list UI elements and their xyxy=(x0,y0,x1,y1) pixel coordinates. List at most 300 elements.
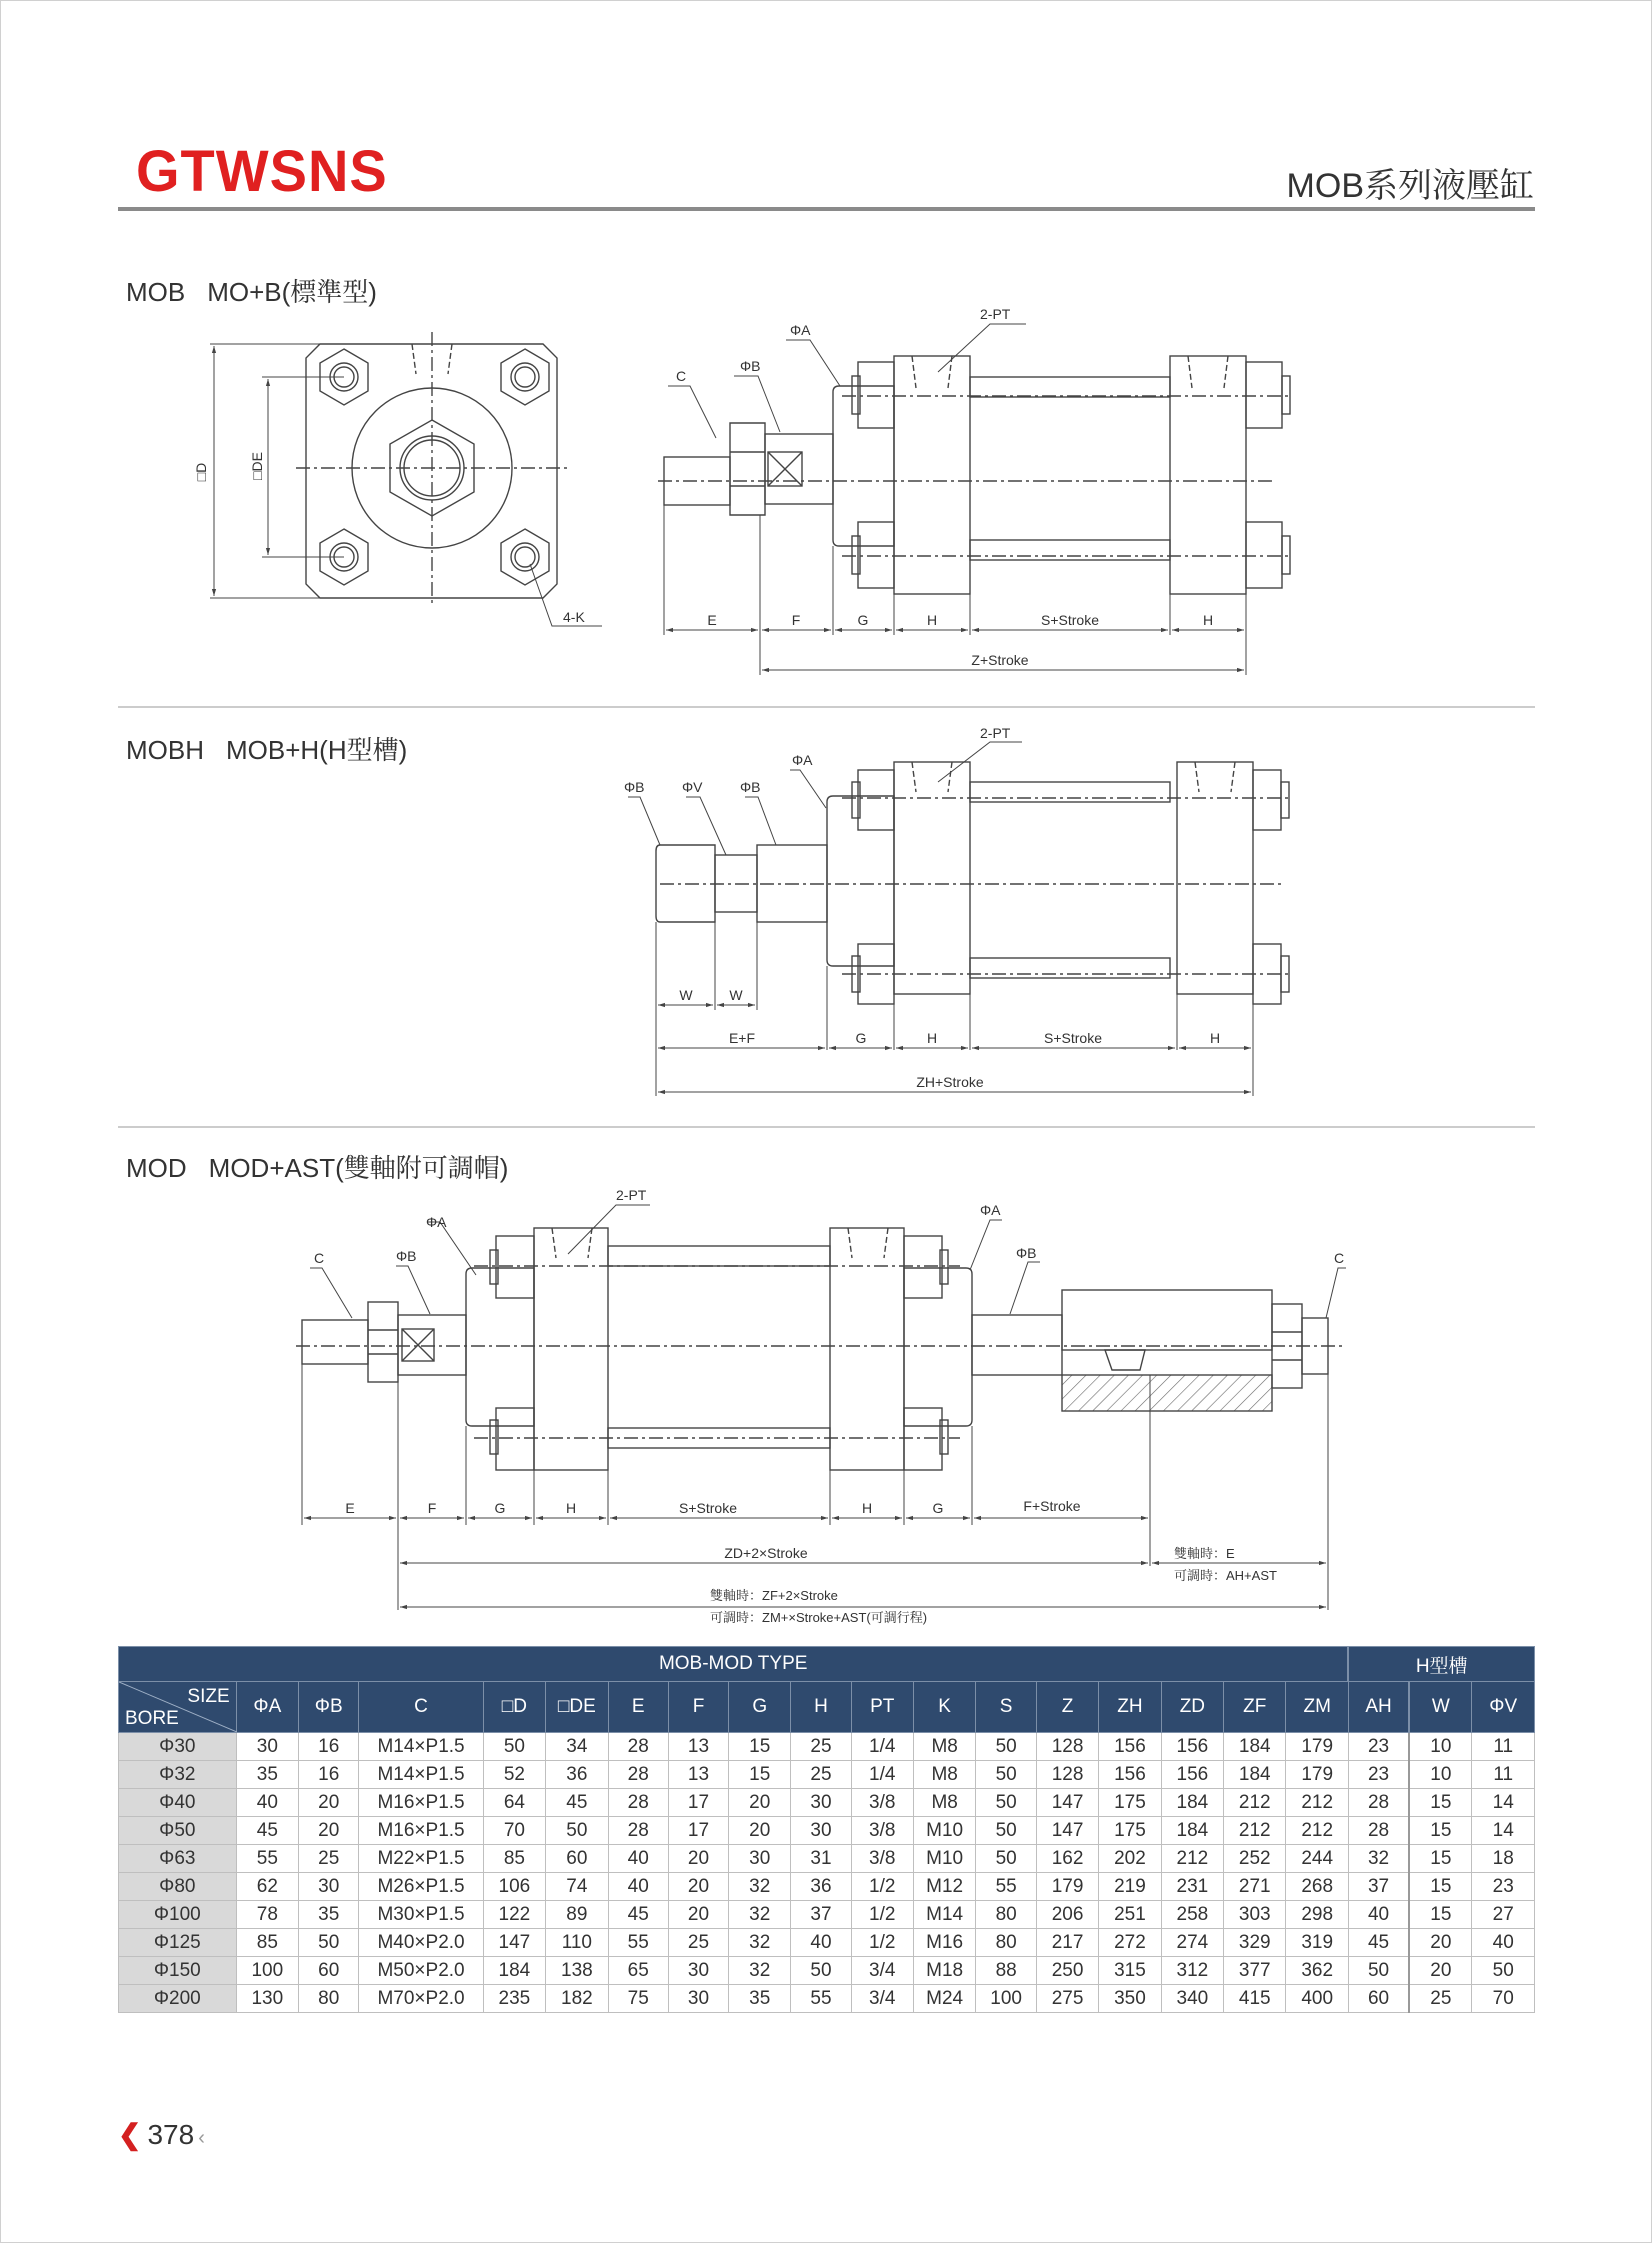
bolt-hex xyxy=(320,349,549,585)
value-cell: 25 xyxy=(1409,1985,1472,2013)
value-cell: 88 xyxy=(976,1957,1036,1985)
value-cell: 15 xyxy=(729,1733,791,1761)
value-cell: 184 xyxy=(1224,1761,1286,1789)
value-cell: 55 xyxy=(608,1929,668,1957)
column-header: H xyxy=(791,1682,851,1733)
value-cell: 212 xyxy=(1286,1817,1348,1845)
value-cell: M14×P1.5 xyxy=(359,1761,483,1789)
value-cell: 100 xyxy=(976,1985,1036,2013)
value-cell: M30×P1.5 xyxy=(359,1901,483,1929)
value-cell: 182 xyxy=(546,1985,609,2013)
dim-zd-stroke: ZD+2×Stroke xyxy=(724,1545,808,1561)
value-cell: 20 xyxy=(299,1789,359,1817)
value-cell: 52 xyxy=(483,1761,545,1789)
chevron-left-icon: ❮ xyxy=(118,2119,142,2150)
column-header: C xyxy=(359,1682,483,1733)
dim-h: H xyxy=(1202,612,1214,628)
value-cell: 40 xyxy=(608,1873,668,1901)
value-cell: 3/8 xyxy=(851,1789,913,1817)
value-cell: 147 xyxy=(1036,1817,1098,1845)
label-de: □DE xyxy=(249,452,265,480)
dim-w: W xyxy=(729,987,743,1003)
value-cell: 37 xyxy=(1348,1873,1409,1901)
value-cell: 80 xyxy=(299,1985,359,2013)
value-cell: 23 xyxy=(1348,1733,1409,1761)
column-header: □DE xyxy=(546,1682,609,1733)
section-name: MOD+AST(雙軸附可調帽) xyxy=(208,1153,509,1183)
value-cell: 217 xyxy=(1036,1929,1098,1957)
value-cell: 15 xyxy=(729,1761,791,1789)
value-cell: 20 xyxy=(668,1845,728,1873)
bore-cell: Φ32 xyxy=(119,1761,237,1789)
bore-cell: Φ150 xyxy=(119,1957,237,1985)
value-cell: 28 xyxy=(1348,1817,1409,1845)
value-cell: 45 xyxy=(608,1901,668,1929)
bore-cell: Φ63 xyxy=(119,1845,237,1873)
dim-s-stroke: S+Stroke xyxy=(1044,1030,1102,1046)
value-cell: 50 xyxy=(976,1761,1036,1789)
value-cell: 274 xyxy=(1161,1929,1223,1957)
table-row xyxy=(119,1985,1535,2013)
value-cell: 3/4 xyxy=(851,1957,913,1985)
column-header: ZF xyxy=(1224,1682,1286,1733)
value-cell: 30 xyxy=(668,1957,728,1985)
dim-f: F xyxy=(791,612,801,628)
value-cell: 1/2 xyxy=(851,1901,913,1929)
value-cell: 147 xyxy=(1036,1789,1098,1817)
mobh-side-view xyxy=(628,742,1292,1096)
label-c: C xyxy=(676,368,687,384)
value-cell: 179 xyxy=(1286,1761,1348,1789)
dim-e: E xyxy=(707,612,717,628)
value-cell: 106 xyxy=(483,1873,545,1901)
value-cell: 251 xyxy=(1099,1901,1161,1929)
value-cell: 202 xyxy=(1099,1845,1161,1873)
value-cell: 212 xyxy=(1286,1789,1348,1817)
value-cell: M16×P1.5 xyxy=(359,1817,483,1845)
group-header-main: MOB-MOD TYPE xyxy=(119,1647,1349,1682)
value-cell: M70×P2.0 xyxy=(359,1985,483,2013)
value-cell: 30 xyxy=(299,1873,359,1901)
dim-e-f: E+F xyxy=(728,1030,756,1046)
value-cell: 212 xyxy=(1161,1845,1223,1873)
column-header: ZM xyxy=(1286,1682,1348,1733)
value-cell: 23 xyxy=(1472,1873,1535,1901)
bore-cell: Φ80 xyxy=(119,1873,237,1901)
label-c: C xyxy=(1334,1250,1345,1266)
dim-f: F xyxy=(427,1500,437,1516)
value-cell: 28 xyxy=(608,1817,668,1845)
value-cell: 37 xyxy=(791,1901,851,1929)
value-cell: 156 xyxy=(1161,1733,1223,1761)
value-cell: 156 xyxy=(1099,1761,1161,1789)
value-cell: 415 xyxy=(1224,1985,1286,2013)
value-cell: M40×P2.0 xyxy=(359,1929,483,1957)
value-cell: 15 xyxy=(1409,1873,1472,1901)
value-cell: 70 xyxy=(483,1817,545,1845)
value-cell: 75 xyxy=(608,1985,668,2013)
value-cell: 258 xyxy=(1161,1901,1223,1929)
value-cell: 25 xyxy=(299,1845,359,1873)
value-cell: 130 xyxy=(236,1985,298,2013)
value-cell: 17 xyxy=(668,1789,728,1817)
value-cell: 25 xyxy=(791,1761,851,1789)
value-cell: 3/8 xyxy=(851,1817,913,1845)
value-cell: 40 xyxy=(791,1929,851,1957)
label-phi-b: ΦB xyxy=(624,779,645,795)
value-cell: 40 xyxy=(236,1789,298,1817)
value-cell: 184 xyxy=(1161,1817,1223,1845)
table-row xyxy=(119,1761,1535,1789)
value-cell: 13 xyxy=(668,1761,728,1789)
value-cell: M14×P1.5 xyxy=(359,1733,483,1761)
value-cell: 20 xyxy=(299,1817,359,1845)
value-cell: 212 xyxy=(1224,1789,1286,1817)
group-header-h: H型槽 xyxy=(1348,1647,1534,1682)
value-cell: 32 xyxy=(729,1901,791,1929)
value-cell: M18 xyxy=(913,1957,976,1985)
value-cell: 184 xyxy=(483,1957,545,1985)
dim-g: G xyxy=(857,612,869,628)
value-cell: 362 xyxy=(1286,1957,1348,1985)
label-4k: 4-K xyxy=(563,609,585,625)
column-header: F xyxy=(668,1682,728,1733)
bore-cell: Φ200 xyxy=(119,1985,237,2013)
label-phi-b: ΦB xyxy=(740,358,761,374)
value-cell: 179 xyxy=(1036,1873,1098,1901)
value-cell: 3/4 xyxy=(851,1985,913,2013)
value-cell: 45 xyxy=(546,1789,609,1817)
value-cell: 78 xyxy=(236,1901,298,1929)
value-cell: 10 xyxy=(1409,1733,1472,1761)
value-cell: 3/8 xyxy=(851,1845,913,1873)
value-cell: 312 xyxy=(1161,1957,1223,1985)
mob-side-view xyxy=(658,324,1290,675)
value-cell: 235 xyxy=(483,1985,545,2013)
value-cell: 28 xyxy=(608,1761,668,1789)
value-cell: 15 xyxy=(1409,1845,1472,1873)
column-header: ZD xyxy=(1161,1682,1223,1733)
label-phi-b: ΦB xyxy=(396,1248,417,1264)
table-row xyxy=(119,1845,1535,1873)
bore-cell: Φ50 xyxy=(119,1817,237,1845)
value-cell: 20 xyxy=(668,1873,728,1901)
value-cell: 15 xyxy=(1409,1817,1472,1845)
value-cell: 13 xyxy=(668,1733,728,1761)
value-cell: 60 xyxy=(1348,1985,1409,2013)
table-row xyxy=(119,1957,1535,1985)
value-cell: 20 xyxy=(729,1789,791,1817)
value-cell: 50 xyxy=(976,1789,1036,1817)
value-cell: 40 xyxy=(1472,1929,1535,1957)
column-header: ZH xyxy=(1099,1682,1161,1733)
value-cell: 35 xyxy=(236,1761,298,1789)
value-cell: 50 xyxy=(976,1817,1036,1845)
column-header: ΦA xyxy=(236,1682,298,1733)
value-cell: M10 xyxy=(913,1845,976,1873)
value-cell: 34 xyxy=(546,1733,609,1761)
value-cell: 16 xyxy=(299,1761,359,1789)
section-code: MOD xyxy=(126,1153,187,1183)
value-cell: 252 xyxy=(1224,1845,1286,1873)
dim-h: H xyxy=(1209,1030,1221,1046)
value-cell: 64 xyxy=(483,1789,545,1817)
value-cell: 219 xyxy=(1099,1873,1161,1901)
value-cell: M14 xyxy=(913,1901,976,1929)
value-cell: M26×P1.5 xyxy=(359,1873,483,1901)
value-cell: 319 xyxy=(1286,1929,1348,1957)
value-cell: 27 xyxy=(1472,1901,1535,1929)
value-cell: 340 xyxy=(1161,1985,1223,2013)
value-cell: 17 xyxy=(668,1817,728,1845)
value-cell: 32 xyxy=(1348,1845,1409,1873)
value-cell: 25 xyxy=(668,1929,728,1957)
value-cell: 45 xyxy=(1348,1929,1409,1957)
value-cell: 60 xyxy=(546,1845,609,1873)
value-cell: 30 xyxy=(729,1845,791,1873)
label-phi-b: ΦB xyxy=(1016,1245,1037,1261)
table-body xyxy=(119,1733,1535,2013)
dim-g: G xyxy=(494,1500,506,1516)
label-2pt: 2-PT xyxy=(980,725,1011,741)
value-cell: M10 xyxy=(913,1817,976,1845)
dim-f-stroke: F+Stroke xyxy=(1023,1498,1081,1514)
value-cell: 80 xyxy=(976,1929,1036,1957)
column-header: S xyxy=(976,1682,1036,1733)
value-cell: 23 xyxy=(1348,1761,1409,1789)
value-cell: 25 xyxy=(791,1733,851,1761)
value-cell: M16×P1.5 xyxy=(359,1789,483,1817)
value-cell: 36 xyxy=(791,1873,851,1901)
value-cell: M8 xyxy=(913,1789,976,1817)
value-cell: 55 xyxy=(236,1845,298,1873)
dim-g: G xyxy=(855,1030,867,1046)
value-cell: 30 xyxy=(791,1789,851,1817)
value-cell: 271 xyxy=(1224,1873,1286,1901)
value-cell: 32 xyxy=(729,1929,791,1957)
value-cell: 62 xyxy=(236,1873,298,1901)
dim-g: G xyxy=(932,1500,944,1516)
column-header: Z xyxy=(1036,1682,1098,1733)
table-row xyxy=(119,1901,1535,1929)
corner-bore: BORE xyxy=(125,1708,179,1729)
section-code: MOBH xyxy=(126,735,204,765)
value-cell: 30 xyxy=(791,1817,851,1845)
value-cell: 31 xyxy=(791,1845,851,1873)
value-cell: 250 xyxy=(1036,1957,1098,1985)
label-phi-a: ΦA xyxy=(790,322,811,338)
chevron-small-icon: ‹ xyxy=(198,2127,205,2149)
value-cell: M12 xyxy=(913,1873,976,1901)
value-cell: M24 xyxy=(913,1985,976,2013)
table-row xyxy=(119,1817,1535,1845)
value-cell: 315 xyxy=(1099,1957,1161,1985)
dim-z-stroke: Z+Stroke xyxy=(971,652,1029,668)
value-cell: 11 xyxy=(1472,1733,1535,1761)
label-phi-b: ΦB xyxy=(740,779,761,795)
column-header: E xyxy=(608,1682,668,1733)
value-cell: 60 xyxy=(299,1957,359,1985)
value-cell: 20 xyxy=(1409,1929,1472,1957)
value-cell: 329 xyxy=(1224,1929,1286,1957)
value-cell: 272 xyxy=(1099,1929,1161,1957)
value-cell: 85 xyxy=(236,1929,298,1957)
value-cell: 15 xyxy=(1409,1789,1472,1817)
column-header: W xyxy=(1409,1682,1472,1733)
value-cell: 14 xyxy=(1472,1789,1535,1817)
brand-logo: GTWSNS xyxy=(136,137,388,204)
label-2pt: 2-PT xyxy=(980,306,1011,322)
page-number xyxy=(118,2118,205,2151)
value-cell: 50 xyxy=(1348,1957,1409,1985)
value-cell: 156 xyxy=(1099,1733,1161,1761)
dim-bottom-adjustable: 可調時：ZM+×Stroke+AST(可調行程) xyxy=(710,1610,928,1625)
dim-bottom-double-shaft: 雙軸時：ZF+2×Stroke xyxy=(710,1588,838,1603)
value-cell: 11 xyxy=(1472,1761,1535,1789)
value-cell: 10 xyxy=(1409,1761,1472,1789)
value-cell: 32 xyxy=(729,1873,791,1901)
value-cell: 206 xyxy=(1036,1901,1098,1929)
value-cell: 20 xyxy=(668,1901,728,1929)
value-cell: 156 xyxy=(1161,1761,1223,1789)
value-cell: 100 xyxy=(236,1957,298,1985)
value-cell: 35 xyxy=(299,1901,359,1929)
value-cell: 40 xyxy=(608,1845,668,1873)
value-cell: 55 xyxy=(791,1985,851,2013)
dim-h: H xyxy=(926,612,938,628)
value-cell: M50×P2.0 xyxy=(359,1957,483,1985)
value-cell: 15 xyxy=(1409,1901,1472,1929)
value-cell: 35 xyxy=(729,1985,791,2013)
page-number-value: 378 xyxy=(147,2119,195,2150)
value-cell: 45 xyxy=(236,1817,298,1845)
table-row xyxy=(119,1929,1535,1957)
column-header: ΦV xyxy=(1472,1682,1535,1733)
value-cell: 179 xyxy=(1286,1733,1348,1761)
value-cell: 80 xyxy=(976,1901,1036,1929)
value-cell: 1/2 xyxy=(851,1873,913,1901)
series-title: MOB系列液壓缸 xyxy=(1286,167,1534,205)
value-cell: 212 xyxy=(1224,1817,1286,1845)
dim-h: H xyxy=(926,1030,938,1046)
value-cell: 28 xyxy=(608,1789,668,1817)
column-header: ΦB xyxy=(299,1682,359,1733)
value-cell: 18 xyxy=(1472,1845,1535,1873)
value-cell: 184 xyxy=(1224,1733,1286,1761)
corner-header xyxy=(119,1682,237,1733)
table-row xyxy=(119,1873,1535,1901)
label-2pt: 2-PT xyxy=(616,1187,647,1203)
column-header: PT xyxy=(851,1682,913,1733)
value-cell: 50 xyxy=(483,1733,545,1761)
value-cell: 400 xyxy=(1286,1985,1348,2013)
value-cell: 55 xyxy=(976,1873,1036,1901)
value-cell: 175 xyxy=(1099,1817,1161,1845)
value-cell: 184 xyxy=(1161,1789,1223,1817)
value-cell: 50 xyxy=(1472,1957,1535,1985)
value-cell: 36 xyxy=(546,1761,609,1789)
value-cell: 40 xyxy=(1348,1901,1409,1929)
dim-right-adjustable: 可調時：AH+AST xyxy=(1174,1568,1277,1583)
table-row xyxy=(119,1789,1535,1817)
mob-front-view xyxy=(210,332,602,626)
spec-table xyxy=(118,1646,1535,2013)
value-cell: 122 xyxy=(483,1901,545,1929)
value-cell: 70 xyxy=(1472,1985,1535,2013)
value-cell: 1/4 xyxy=(851,1761,913,1789)
value-cell: 162 xyxy=(1036,1845,1098,1873)
value-cell: 275 xyxy=(1036,1985,1098,2013)
bore-cell: Φ40 xyxy=(119,1789,237,1817)
value-cell: 50 xyxy=(976,1733,1036,1761)
value-cell: 32 xyxy=(729,1957,791,1985)
value-cell: 20 xyxy=(729,1817,791,1845)
value-cell: 350 xyxy=(1099,1985,1161,2013)
column-header: AH xyxy=(1348,1682,1409,1733)
value-cell: 175 xyxy=(1099,1789,1161,1817)
label-d: □D xyxy=(193,462,209,482)
label-phi-a: ΦA xyxy=(792,752,813,768)
value-cell: 20 xyxy=(1409,1957,1472,1985)
value-cell: 50 xyxy=(299,1929,359,1957)
value-cell: 298 xyxy=(1286,1901,1348,1929)
dim-h: H xyxy=(565,1500,577,1516)
value-cell: 377 xyxy=(1224,1957,1286,1985)
value-cell: 85 xyxy=(483,1845,545,1873)
value-cell: 16 xyxy=(299,1733,359,1761)
value-cell: 231 xyxy=(1161,1873,1223,1901)
value-cell: 50 xyxy=(546,1817,609,1845)
value-cell: M8 xyxy=(913,1733,976,1761)
label-phi-a: ΦA xyxy=(426,1214,447,1230)
dim-e: E xyxy=(345,1500,355,1516)
value-cell: 28 xyxy=(608,1733,668,1761)
dim-zh-stroke: ZH+Stroke xyxy=(916,1074,984,1090)
value-cell: 128 xyxy=(1036,1761,1098,1789)
column-header: K xyxy=(913,1682,976,1733)
dim-w: W xyxy=(679,987,693,1003)
value-cell: 268 xyxy=(1286,1873,1348,1901)
value-cell: M8 xyxy=(913,1761,976,1789)
label-c: C xyxy=(314,1250,325,1266)
value-cell: 110 xyxy=(546,1929,609,1957)
value-cell: 244 xyxy=(1286,1845,1348,1873)
value-cell: 74 xyxy=(546,1873,609,1901)
section-name: MO+B(標準型) xyxy=(207,277,377,307)
value-cell: 1/4 xyxy=(851,1733,913,1761)
dim-s-stroke: S+Stroke xyxy=(679,1500,737,1516)
value-cell: 147 xyxy=(483,1929,545,1957)
value-cell: 50 xyxy=(976,1845,1036,1873)
dim-right-double-shaft: 雙軸時：E xyxy=(1174,1546,1235,1561)
label-phi-a: ΦA xyxy=(980,1202,1001,1218)
value-cell: 30 xyxy=(668,1985,728,2013)
value-cell: 28 xyxy=(1348,1789,1409,1817)
value-cell: 65 xyxy=(608,1957,668,1985)
dim-h: H xyxy=(861,1500,873,1516)
dim-s-stroke: S+Stroke xyxy=(1041,612,1099,628)
value-cell: M16 xyxy=(913,1929,976,1957)
corner-size: SIZE xyxy=(187,1686,230,1707)
bore-cell: Φ100 xyxy=(119,1901,237,1929)
value-cell: 138 xyxy=(546,1957,609,1985)
value-cell: 30 xyxy=(236,1733,298,1761)
value-cell: 1/2 xyxy=(851,1929,913,1957)
value-cell: M22×P1.5 xyxy=(359,1845,483,1873)
value-cell: 303 xyxy=(1224,1901,1286,1929)
value-cell: 128 xyxy=(1036,1733,1098,1761)
value-cell: 14 xyxy=(1472,1817,1535,1845)
